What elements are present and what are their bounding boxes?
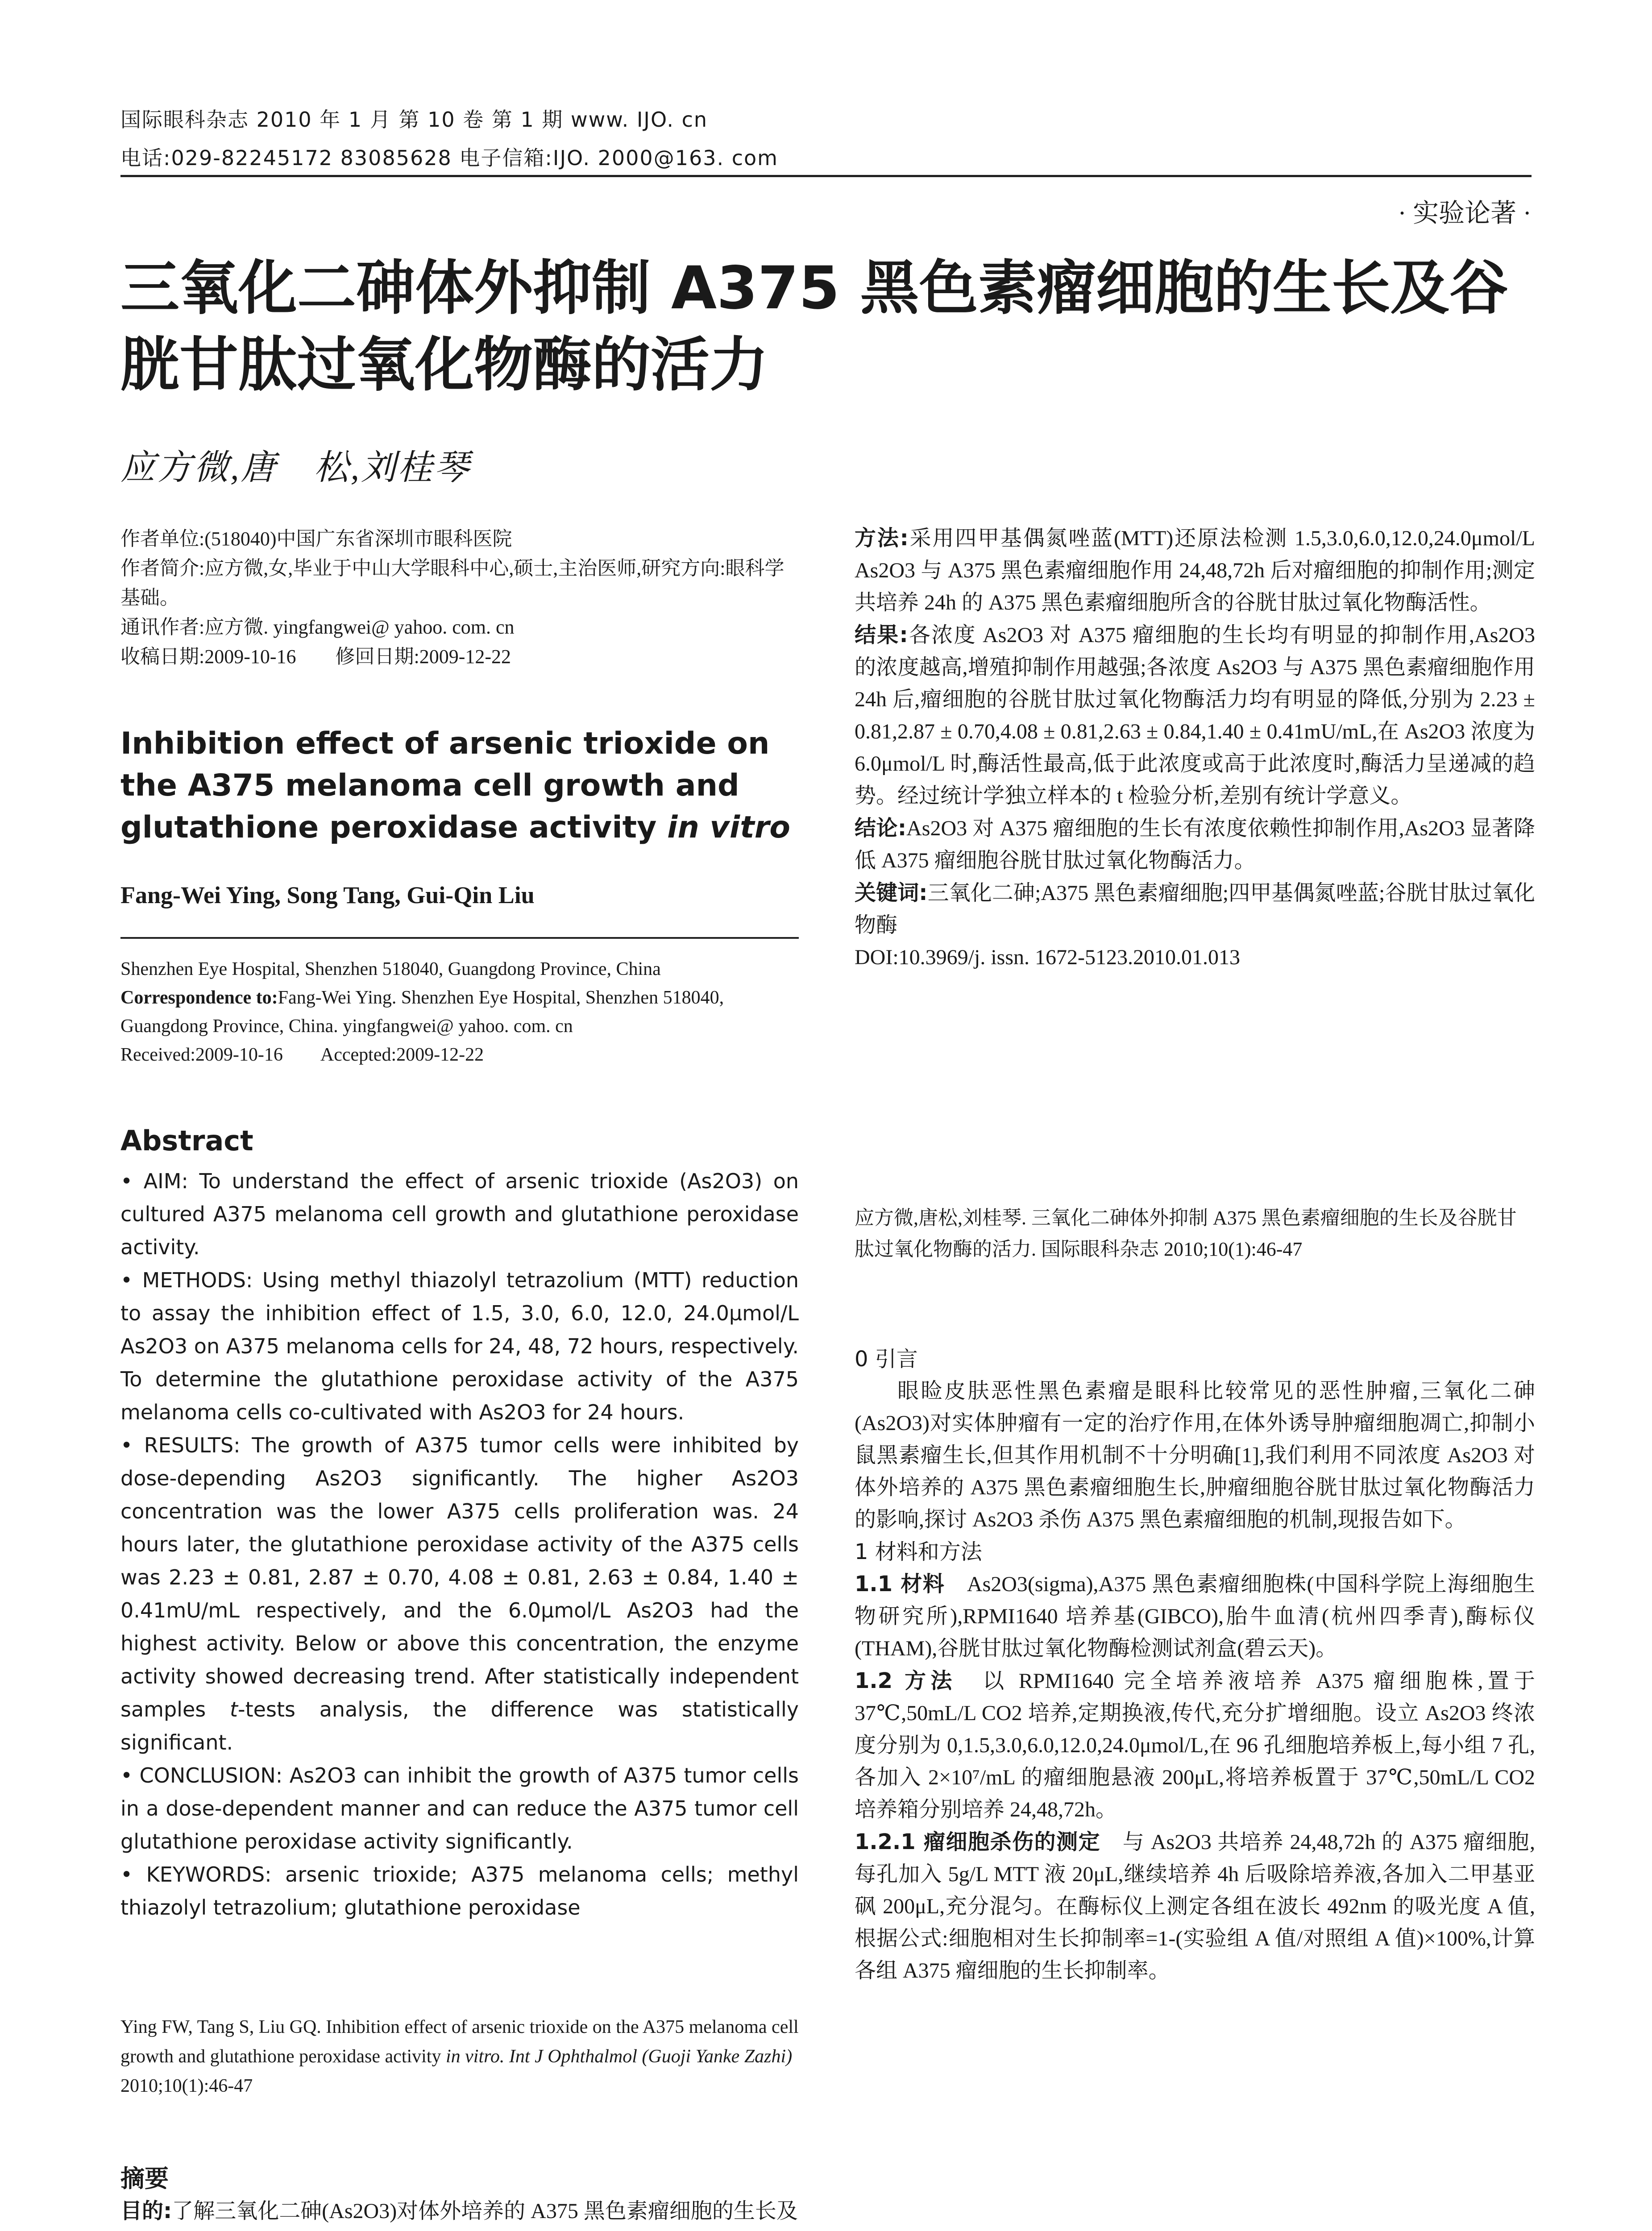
section-1-2-heading: 1.2 方法	[855, 1668, 957, 1693]
affiliation-en	[120, 955, 799, 1069]
corr-label: Correspondence to:	[120, 987, 278, 1008]
section-1-2	[855, 1665, 1535, 1826]
zhaiyao-conclusion-label: 结论:	[855, 816, 907, 841]
zhaiyao-results-label: 结果:	[855, 622, 908, 647]
title-cn: 三氧化二砷体外抑制 A375 黑色素瘤细胞的生长及谷胱甘肽过氧化物酶的活力	[120, 254, 1508, 399]
abstract-methods: • METHODS: Using methyl thiazolyl tetrazolium (MTT) reduction to assay the inhibition effect of 1.5, 3.0, 6.0, 12.0, 24.0μmol/L As2O3 on A375 melanoma cells for 24, 48, 72 hours, respectively. To determine the glutathione peroxidase activity of the A375 melanoma cells co-cultivated with As2O3 for 24 hours.	[120, 1268, 799, 1424]
zhaiyao-results	[855, 619, 1535, 812]
affil-dates: 收稿日期:2009-10-16 修回日期:2009-12-22	[120, 646, 511, 668]
section-1-1	[855, 1568, 1535, 1665]
zhaiyao-conclusion-text: As2O3 对 A375 瘤细胞的生长有浓度依赖性抑制作用,As2O3 显著降低 A375 瘤细胞谷胱甘肽过氧化物酶活力。	[855, 817, 1535, 872]
zhaiyao-methods-label: 方法:	[855, 526, 909, 551]
abstract-results-b: -tests analysis, the difference was statistically significant.	[120, 1697, 799, 1754]
title-en-main: Inhibition effect of arsenic trioxide on the A375 melanoma cell growth and glutathione peroxidase activity	[120, 726, 770, 845]
zhaiyao-aim-label: 目的:	[120, 2198, 172, 2223]
section-1-2-1-text: 与 As2O3 共培养 24,48,72h 的 A375 瘤细胞,每孔加入 5g/L MTT 液 20μL,继续培养 4h 后吸除培养液,各加入二甲基亚砜 200μL,充分混匀。在酶标仪上测定各组在波长 492nm 的吸光度 A 值,根据公式:细胞相对生长抑制率=1-(实验组 A 值/对照组 A 值)×100%,计算各组 A375 瘤细胞的生长抑制率。	[855, 1830, 1535, 1982]
title-en-italic: in vitro	[667, 810, 790, 845]
affiliation-cn	[120, 524, 799, 672]
section-1-2-1	[855, 1826, 1535, 1987]
section-1-1-text: As2O3(sigma),A375 黑色素瘤细胞株(中国科学院上海细胞生物研究所),RPMI1640 培养基(GIBCO),胎牛血清(杭州四季青),酶标仪(THAM),谷胱甘肽过氧化物酶检测试剂盒(碧云天)。	[855, 1572, 1535, 1660]
zhaiyao-heading: 摘要	[120, 2165, 169, 2193]
affil-en-line1: Shenzhen Eye Hospital, Shenzhen 518040, Guangdong Province, China	[120, 959, 661, 979]
citation-en	[120, 2012, 799, 2101]
zhaiyao-keywords	[855, 877, 1535, 941]
affil-unit: 作者单位:(518040)中国广东省深圳市眼科医院	[120, 528, 512, 550]
cite-en-italic: in vitro. Int J Ophthalmol (Guoji Yanke Zazhi)	[445, 2046, 793, 2067]
intro-paragraph: 眼睑皮肤恶性黑色素瘤是眼科比较常见的恶性肿瘤,三氧化二砷(As2O3)对实体肿瘤有一定的治疗作用,在体外诱导肿瘤细胞凋亡,抑制小鼠黑素瘤生长,但其作用机制不十分明确[1],我们利用不同浓度 As2O3 对体外培养的 A375 黑色素瘤细胞生长,肿瘤细胞谷胱甘肽过氧化物酶活力的影响,探讨 As2O3 杀伤 A375 黑色素瘤细胞的机制,现报告如下。	[855, 1379, 1535, 1531]
abstract-results-t: t	[230, 1697, 238, 1721]
zhaiyao-aim	[120, 2195, 799, 2231]
abstract-conclusion: • CONCLUSION: As2O3 can inhibit the growth of A375 tumor cells in a dose-dependent manner and can reduce the A375 tumor cell glutathione peroxidase activity significantly.	[120, 1763, 799, 1854]
abstract-results-a: • RESULTS: The growth of A375 tumor cells were inhibited by dose-depending As2O3 significantly. The higher As2O3 concentration was the lower A375 cells proliferation was. 24 hours later, the glutathione peroxidase activity of the A375 cells was 2.23 ± 0.81, 2.87 ± 0.70, 4.08 ± 0.81, 2.63 ± 0.84, 1.40 ± 0.41mU/mL respectively, and the 6.0μmol/L As2O3 had the highest activity. Below or above this concentration, the enzyme activity showed decreasing trend. After statistically independent samples	[120, 1433, 799, 1721]
authors-en: Fang-Wei Ying, Song Tang, Gui-Qin Liu	[120, 882, 535, 908]
abstract-results	[120, 1429, 799, 1759]
journal-header-line1: 国际眼科杂志 2010 年 1 月 第 10 卷 第 1 期 www. IJO. cn	[120, 108, 708, 132]
methods-heading: 1 材料和方法	[855, 1539, 982, 1564]
zhaiyao-aim-text: 了解三氧化二砷(As2O3)对体外培养的 A375 黑色素瘤细胞的生长及	[172, 2199, 798, 2223]
zhaiyao-keywords-text: 三氧化二砷;A375 黑色素瘤细胞;四甲基偶氮唑蓝;谷胱甘肽过氧化物酶	[855, 881, 1535, 937]
abstract-body	[120, 1165, 799, 1924]
zhaiyao-continued	[855, 522, 1535, 974]
title-en	[120, 723, 799, 849]
affil-bio: 作者简介:应方微,女,毕业于中山大学眼科中心,硕士,主治医师,研究方向:眼科学基础。	[120, 557, 784, 609]
section-1-2-1-heading: 1.2.1 瘤细胞杀伤的测定	[855, 1829, 1101, 1854]
doi: DOI:10.3969/j. issn. 1672-5123.2010.01.013	[855, 945, 1240, 969]
corr-text: Fang-Wei Ying. Shenzhen Eye Hospital, Shenzhen 518040, Guangdong Province, China. yingfangwei@ yahoo. com. cn	[120, 987, 724, 1037]
citation-cn: 应方微,唐松,刘桂琴. 三氧化二砷体外抑制 A375 黑色素瘤细胞的生长及谷胱甘肽过氧化物酶的活力. 国际眼科杂志 2010;10(1):46-47	[855, 1207, 1517, 1260]
cite-en-a: Ying FW, Tang S, Liu GQ. Inhibition effect of arsenic trioxide on the A375 melanoma cell growth and glutathione peroxidase activity	[120, 2017, 799, 2067]
affil-en-corr	[120, 983, 799, 1041]
section-tag: · 实验论著 ·	[1398, 199, 1532, 228]
intro-heading: 0 引言	[855, 1347, 918, 1372]
abstract-heading: Abstract	[120, 1124, 253, 1157]
authors-divider	[120, 937, 799, 939]
section-1-2-text: 以 RPMI1640 完全培养液培养 A375 瘤细胞株,置于 37℃,50mL/L CO2 培养,定期换液,传代,充分扩增细胞。设立 As2O3 终浓度分别为 0,1.5,3.0,6.0,12.0,24.0μmol/L,在 96 孔细胞培养板上,每小组 7 孔,各加入 2×10⁷/mL 的瘤细胞悬液 200μL,将培养板置于 37℃,50mL/L CO2 培养箱分别培养 24,48,72h。	[855, 1669, 1535, 1821]
journal-header-line2: 电话:029-82245172 83085628 电子信箱:IJO. 2000@163. com	[120, 146, 778, 170]
abstract-keywords: • KEYWORDS: arsenic trioxide; A375 melanoma cells; methyl thiazolyl tetrazolium; glutathione peroxidase	[120, 1862, 799, 1920]
section-1-1-heading: 1.1 材料	[855, 1572, 945, 1597]
affil-en-dates: Received:2009-10-16 Accepted:2009-12-22	[120, 1045, 484, 1065]
zhaiyao-keywords-label: 关键词:	[855, 880, 928, 905]
zhaiyao-methods-text: 采用四甲基偶氮唑蓝(MTT)还原法检测 1.5,3.0,6.0,12.0,24.0μmol/L As2O3 与 A375 黑色素瘤细胞作用 24,48,72h 后对瘤细胞的抑制作用;测定共培养 24h 的 A375 黑色素瘤细胞所含的谷胱甘肽过氧化物酶活性。	[855, 527, 1535, 614]
zhaiyao-methods	[855, 522, 1535, 619]
body-text	[855, 1343, 1535, 1987]
header-divider	[120, 175, 1532, 177]
zhaiyao-conclusion	[855, 812, 1535, 877]
authors-cn: 应方微,唐 松,刘桂琴	[120, 448, 471, 487]
abstract-aim: • AIM: To understand the effect of arsenic trioxide (As2O3) on cultured A375 melanoma cell growth and glutathione peroxidase activity.	[120, 1169, 799, 1259]
affil-corr: 通讯作者:应方微. yingfangwei@ yahoo. com. cn	[120, 616, 515, 638]
cite-en-b: 2010;10(1):46-47	[120, 2076, 253, 2096]
zhaiyao-results-text: 各浓度 As2O3 对 A375 瘤细胞的生长均有明显的抑制作用,As2O3 的浓度越高,增殖抑制作用越强;各浓度 As2O3 与 A375 黑色素瘤细胞作用 24h 后,瘤细胞的谷胱甘肽过氧化物酶活力均有明显的降低,分别为 2.23 ± 0.81,2.87 ± 0.70,4.08 ± 0.81,2.63 ± 0.84,1.40 ± 0.41mU/mL,在 As2O3 浓度为 6.0μmol/L 时,酶活性最高,低于此浓度或高于此浓度时,酶活力呈递减的趋势。经过统计学独立样本的 t 检验分析,差别有统计学意义。	[855, 623, 1535, 808]
